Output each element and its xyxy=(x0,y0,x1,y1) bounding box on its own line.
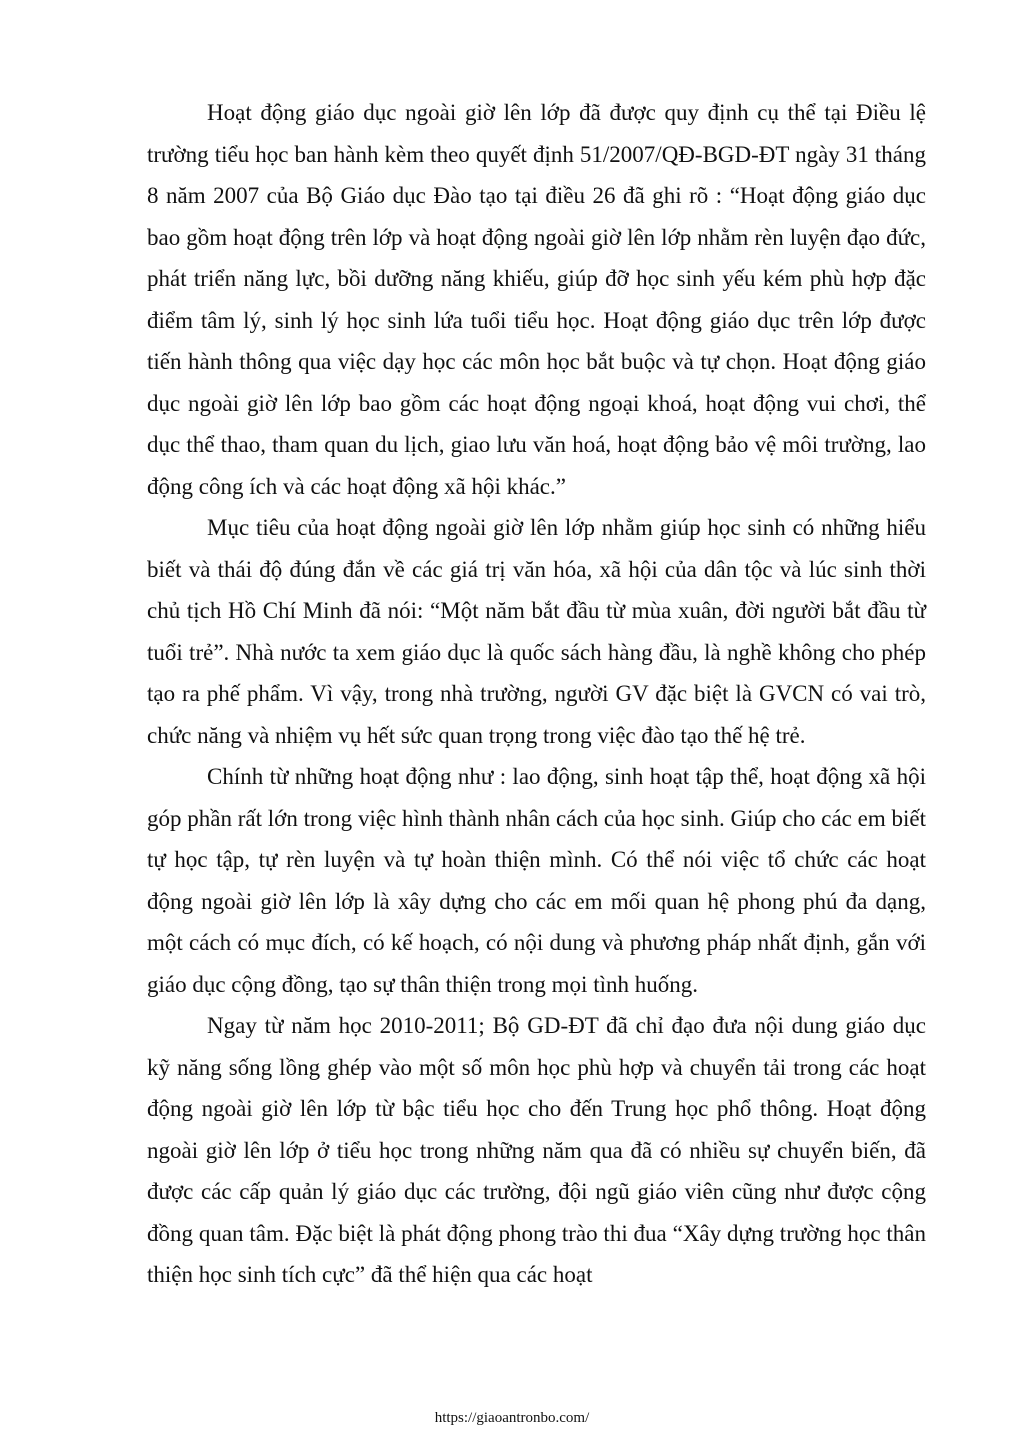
footer-url[interactable]: https://giaoantronbo.com/ xyxy=(434,1410,590,1426)
paragraph-3: Chính từ những hoạt động như : lao động, sinh hoạt tập thể, hoạt động xã hội góp phần rất lớn trong việc hình thành nhân cách của học sinh. Giúp cho các em biết tự học tập, tự rèn luyện và tự hoàn thiện mình. Có thể nói việc tổ chức các hoạt động ngoài giờ lên lớp là xây dựng cho các em mối quan hệ phong phú đa dạng, một cách có mục đích, có kế hoạch, có nội dung và phương pháp nhất định, gắn với giáo dục cộng đồng, tạo sự thân thiện trong mọi tình huống. xyxy=(147,764,926,997)
document-body xyxy=(147,92,926,1296)
paragraph-2: Mục tiêu của hoạt động ngoài giờ lên lớp nhằm giúp học sinh có những hiểu biết và thái độ đúng đắn về các giá trị văn hóa, xã hội của dân tộc và lúc sinh thời chủ tịch Hồ Chí Minh đã nói: “Một năm bắt đầu từ mùa xuân, đời người bắt đầu từ tuổi trẻ”. Nhà nước ta xem giáo dục là quốc sách hàng đầu, là nghề không cho phép tạo ra phế phẩm. Vì vậy, trong nhà trường, người GV đặc biệt là GVCN có vai trò, chức năng và nhiệm vụ hết sức quan trọng trong việc đào tạo thế hệ trẻ. xyxy=(147,515,926,748)
paragraph-1: Hoạt động giáo dục ngoài giờ lên lớp đã được quy định cụ thể tại Điều lệ trường tiểu học ban hành kèm theo quyết định 51/2007/QĐ-BGD-ĐT ngày 31 tháng 8 năm 2007 của Bộ Giáo dục Đào tạo tại điều 26 đã ghi rõ : “Hoạt động giáo dục bao gồm hoạt động trên lớp và hoạt động ngoài giờ lên lớp nhằm rèn luyện đạo đức, phát triển năng lực, bồi dưỡng năng khiếu, giúp đỡ học sinh yếu kém phù hợp đặc điểm tâm lý, sinh lý học sinh lứa tuổi tiểu học. Hoạt động giáo dục trên lớp được tiến hành thông qua việc dạy học các môn học bắt buộc và tự chọn. Hoạt động giáo dục ngoài giờ lên lớp bao gồm các hoạt động ngoại khoá, hoạt động vui chơi, thể dục thể thao, tham quan du lịch, giao lưu văn hoá, hoạt động bảo vệ môi trường, lao động công ích và các hoạt động xã hội khác.” xyxy=(147,100,926,499)
paragraph-4: Ngay từ năm học 2010-2011; Bộ GD-ĐT đã chỉ đạo đưa nội dung giáo dục kỹ năng sống lồng ghép vào một số môn học phù hợp và chuyển tải trong các hoạt động ngoài giờ lên lớp từ bậc tiểu học cho đến Trung học phổ thông. Hoạt động ngoài giờ lên lớp ở tiểu học trong những năm qua đã có nhiều sự chuyển biến, đã được các cấp quản lý giáo dục các trường, đội ngũ giáo viên cũng như được cộng đồng quan tâm. Đặc biệt là phát động phong trào thi đua “Xây dựng trường học thân thiện học sinh tích cực” đã thể hiện qua các hoạt xyxy=(147,1013,926,1287)
